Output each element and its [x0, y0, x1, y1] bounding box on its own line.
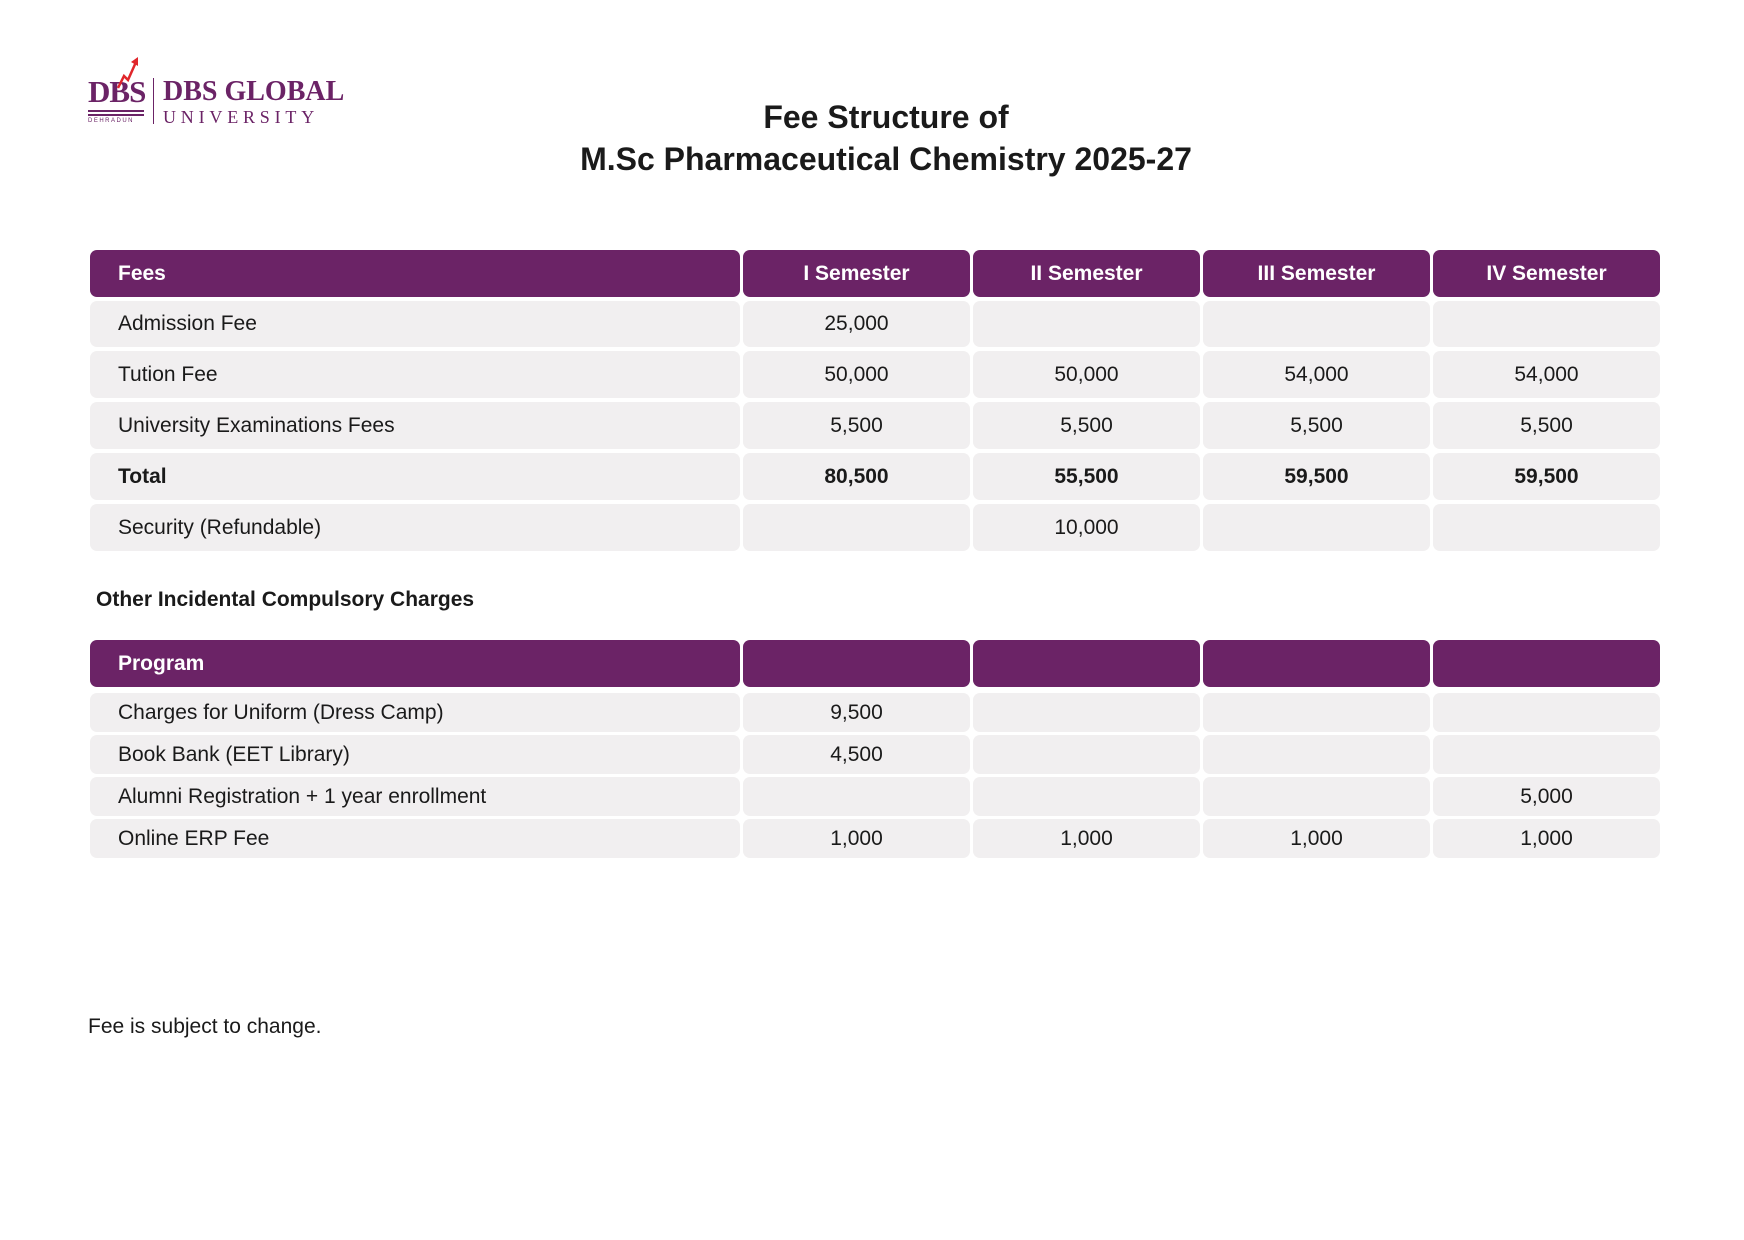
- table-cell: 4,500: [743, 735, 970, 774]
- row-label: Alumni Registration + 1 year enrollment: [90, 777, 740, 816]
- table-cell: 54,000: [1433, 351, 1660, 398]
- table-cell: [1433, 301, 1660, 347]
- table-cell: 80,500: [743, 453, 970, 500]
- row-label: Total: [90, 453, 740, 500]
- footer-note: Fee is subject to change.: [88, 1015, 322, 1038]
- title-line-1: Fee Structure of: [763, 99, 1009, 135]
- rising-arrow-icon: [116, 56, 140, 90]
- table-cell: [743, 504, 970, 551]
- total-row: [90, 453, 1660, 500]
- table-cell: 59,500: [1203, 453, 1430, 500]
- table-cell: [1433, 735, 1660, 774]
- header-cell: I Semester: [743, 250, 970, 297]
- table-cell: 59,500: [1433, 453, 1660, 500]
- table-cell: 25,000: [743, 301, 970, 347]
- table-row: [90, 504, 1660, 551]
- table-cell: [743, 777, 970, 816]
- table-cell: 10,000: [973, 504, 1200, 551]
- table-cell: 1,000: [1203, 819, 1430, 858]
- row-label: Online ERP Fee: [90, 819, 740, 858]
- logo-mark-sub: DEHRADUN: [88, 118, 135, 124]
- header-cell: IV Semester: [1433, 250, 1660, 297]
- table-cell: [1203, 504, 1430, 551]
- table-cell: [1433, 504, 1660, 551]
- table-cell: [1433, 693, 1660, 732]
- table-cell: 5,500: [1433, 402, 1660, 449]
- row-label: Admission Fee: [90, 301, 740, 347]
- row-label: Security (Refundable): [90, 504, 740, 551]
- table-row: [90, 351, 1660, 398]
- table-cell: [973, 777, 1200, 816]
- table-cell: [1203, 693, 1430, 732]
- table-cell: 5,500: [743, 402, 970, 449]
- row-label: Book Bank (EET Library): [90, 735, 740, 774]
- page-title: [0, 96, 1744, 180]
- table-cell: 1,000: [743, 819, 970, 858]
- table-cell: 55,500: [973, 453, 1200, 500]
- header-cell: II Semester: [973, 250, 1200, 297]
- table-cell: 50,000: [743, 351, 970, 398]
- row-label: Tution Fee: [90, 351, 740, 398]
- table-row: [90, 693, 1660, 732]
- header-cell: [743, 640, 970, 687]
- header-cell: Program: [90, 640, 740, 687]
- table-row: [90, 735, 1660, 774]
- table-cell: [1203, 777, 1430, 816]
- header-cell: III Semester: [1203, 250, 1430, 297]
- logo-mark-text: DBS: [88, 74, 146, 109]
- logo-name: DBS GLOBAL: [163, 76, 345, 107]
- table-cell: [1203, 735, 1430, 774]
- table-row: [90, 301, 1660, 347]
- table-row: [90, 402, 1660, 449]
- other-table-header: [90, 640, 1660, 687]
- other-charges-table: [90, 640, 1660, 861]
- table-cell: 5,500: [1203, 402, 1430, 449]
- table-cell: 1,000: [1433, 819, 1660, 858]
- header-cell: [1203, 640, 1430, 687]
- logo-university: UNIVERSITY: [163, 107, 319, 127]
- table-row: [90, 819, 1660, 858]
- title-line-2: M.Sc Pharmaceutical Chemistry 2025-27: [580, 141, 1192, 177]
- header-cell: [973, 640, 1200, 687]
- table-cell: 1,000: [973, 819, 1200, 858]
- table-cell: [973, 693, 1200, 732]
- other-charges-heading: Other Incidental Compulsory Charges: [96, 588, 475, 611]
- row-label: Charges for Uniform (Dress Camp): [90, 693, 740, 732]
- table-cell: [973, 735, 1200, 774]
- table-cell: 5,000: [1433, 777, 1660, 816]
- table-cell: [973, 301, 1200, 347]
- table-cell: 50,000: [973, 351, 1200, 398]
- table-cell: [1203, 301, 1430, 347]
- table-row: [90, 777, 1660, 816]
- fees-table: [90, 250, 1660, 555]
- fees-table-header: [90, 250, 1660, 297]
- row-label: University Examinations Fees: [90, 402, 740, 449]
- table-cell: 54,000: [1203, 351, 1430, 398]
- table-cell: 9,500: [743, 693, 970, 732]
- header-cell: [1433, 640, 1660, 687]
- table-cell: 5,500: [973, 402, 1200, 449]
- header-cell: Fees: [90, 250, 740, 297]
